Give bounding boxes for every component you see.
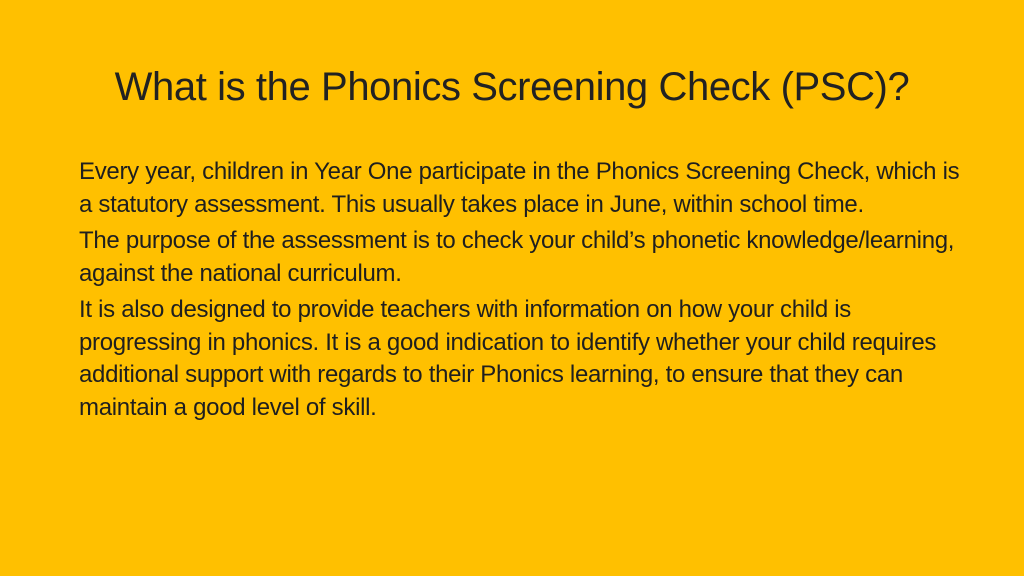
slide-title: What is the Phonics Screening Check (PSC)?: [114, 65, 910, 109]
paragraph-teacher-info: It is also designed to provide teachers with information on how your child is progressing in phonics. It is a good indication to identify whether your child requires additional support with regards to their Phonics learning, to ensure that they can maintain a good level of skill.: [79, 296, 937, 421]
paragraph-purpose: The purpose of the assessment is to check your child’s phonetic knowledge/learning, against the national curriculum.: [79, 227, 955, 287]
paragraph-intro: Every year, children in Year One participate in the Phonics Screening Check, which is a statutory assessment. This usually takes place in June, within school time.: [79, 158, 960, 218]
slide-body: [79, 156, 969, 428]
